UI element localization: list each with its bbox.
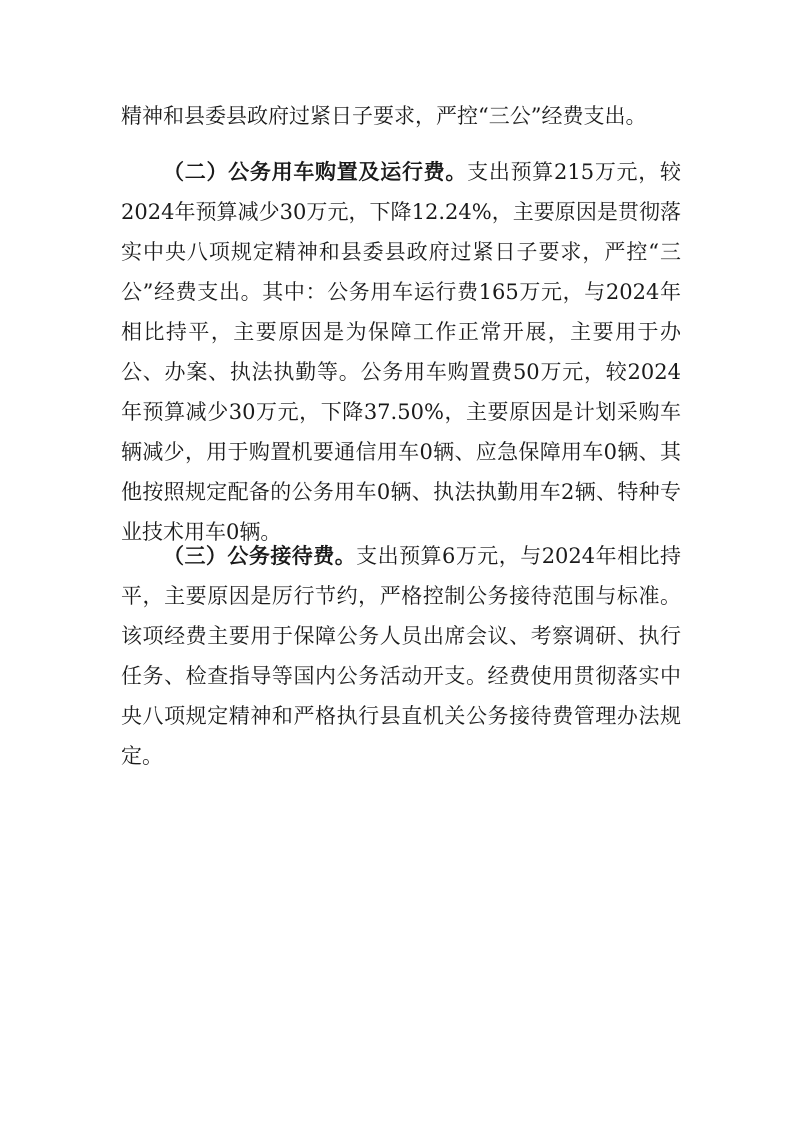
section-vehicle-paragraph	[121, 152, 681, 552]
continuation-text: 精神和县委县政府过紧日子要求，严控“三公”经费支出。	[121, 104, 647, 128]
section-reception-heading: （三）公务接待费。	[163, 544, 357, 568]
section-reception-costs	[121, 536, 681, 776]
section-reception-body: 支出预算6万元，与2024年相比持平，主要原因是厉行节约，严格控制公务接待范围与标准。该项经费主要用于保障公务人员出席会议、考察调研、执行任务、检查指导等国内公务活动开支。经费使用贯彻落实中央八项规定精神和严格执行县直机关公务接待费管理办法规定。	[121, 544, 681, 768]
section-vehicle-costs	[121, 152, 681, 552]
section-reception-paragraph	[121, 536, 681, 776]
section-vehicle-body: 支出预算215万元，较2024年预算减少30万元，下降12.24%，主要原因是贯彻落实中央八项规定精神和县委县政府过紧日子要求，严控“三公”经费支出。其中：公务用车运行费165万元，与2024年相比持平，主要原因是为保障工作正常开展，主要用于办公、办案、执法执勤等。公务用车购置费50万元，较2024年预算减少30万元，下降37.50%，主要原因是计划采购车辆减少，用于购置机要通信用车0辆、应急保障用车0辆、其他按照规定配备的公务用车0辆、执法执勤用车2辆、特种专业技术用车0辆。	[121, 160, 681, 544]
section-vehicle-heading: （二）公务用车购置及运行费。	[163, 160, 468, 184]
continuation-paragraph	[121, 96, 681, 136]
